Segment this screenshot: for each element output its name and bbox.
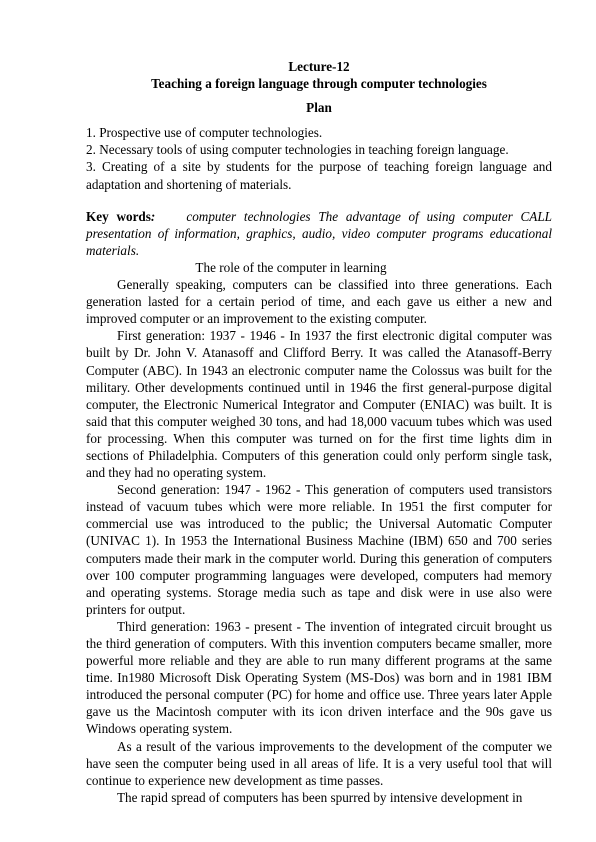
body-paragraph: The rapid spread of computers has been spurred by intensive development in bbox=[117, 789, 523, 805]
keywords-text: computer technologies The advantage of using computer CALL presentation of information, graphics, audio, video computer programs educational materials. bbox=[86, 208, 552, 258]
keywords-label: Key words bbox=[86, 208, 151, 224]
body-paragraph: First generation: 1937 - 1946 - In 1937 the first electronic digital computer was built by Dr. John V. Atanasoff and Clifford Berry. It was called the Atanasoff-Berry Computer (ABC). In 1943 an electronic computer name the Colossus was built for the military. Other developments continued until in 1946 the first general-purpose digital computer, the Electronic Numerical Integrator and Computer (ENIAC) was built. It is said that this computer weighed 30 tons, and had 18,000 vacuum tubes which was used for processing. When this computer was turned on for the first time lights dim in sections of Philadelphia. Computers of this generation could only perform single task, and they had no operating system. bbox=[86, 328, 552, 481]
plan-list bbox=[86, 124, 552, 192]
body-paragraph: Second generation: 1947 - 1962 - This generation of computers used transistors instead of vacuum tubes which were more reliable. In 1951 the first computer for commercial use was introduced to the public; the Universal Automatic Computer (UNIVAC 1). In 1953 the International Business Machine (IBM) 650 and 700 series computers made their mark in the computer world. During this generation of computers over 100 computer programming languages were developed, computers had memory and operating systems. Storage media such as tape and disk were in use also were printers for output. bbox=[86, 482, 552, 617]
body-paragraph: Generally speaking, computers can be classified into three generations. Each generation lasted for a certain period of time, and each gave us either a new and improved computer or an improvement to the existing computer. bbox=[86, 277, 552, 327]
document-page bbox=[86, 58, 552, 806]
section-heading: The role of the computer in learning bbox=[195, 259, 387, 275]
keywords-colon: : bbox=[150, 208, 156, 224]
plan-heading: Plan bbox=[306, 100, 332, 116]
body-paragraph: As a result of the various improvements to the development of the computer we have seen the computer being used in all areas of life. It is a very useful tool that will continue to experience new development as time passes. bbox=[86, 738, 552, 788]
lecture-number: Lecture-12 bbox=[288, 59, 350, 74]
plan-item: 1. Prospective use of computer technologies. bbox=[86, 125, 323, 141]
plan-item: 3. Creating of a site by students for the purpose of teaching foreign language and adaptation and shortening of materials. bbox=[86, 159, 552, 192]
body-paragraph: Third generation: 1963 - present - The invention of integrated circuit brought us the third generation of computers. With this invention computers became smaller, more powerful more reliable and they are able to run many different programs at the same time. In1980 Microsoft Disk Operating System (MS-Dos) was born and in 1981 IBM introduced the personal computer (PC) for home and office use. Three years later Apple gave us the Macintosh computer with its icon driven interface and the 90s gave us Windows operating system. bbox=[86, 618, 552, 737]
lecture-title: Teaching a foreign language through computer technologies bbox=[151, 76, 487, 92]
plan-item: 2. Necessary tools of using computer technologies in teaching foreign language. bbox=[86, 142, 509, 158]
keywords-paragraph bbox=[86, 208, 552, 259]
